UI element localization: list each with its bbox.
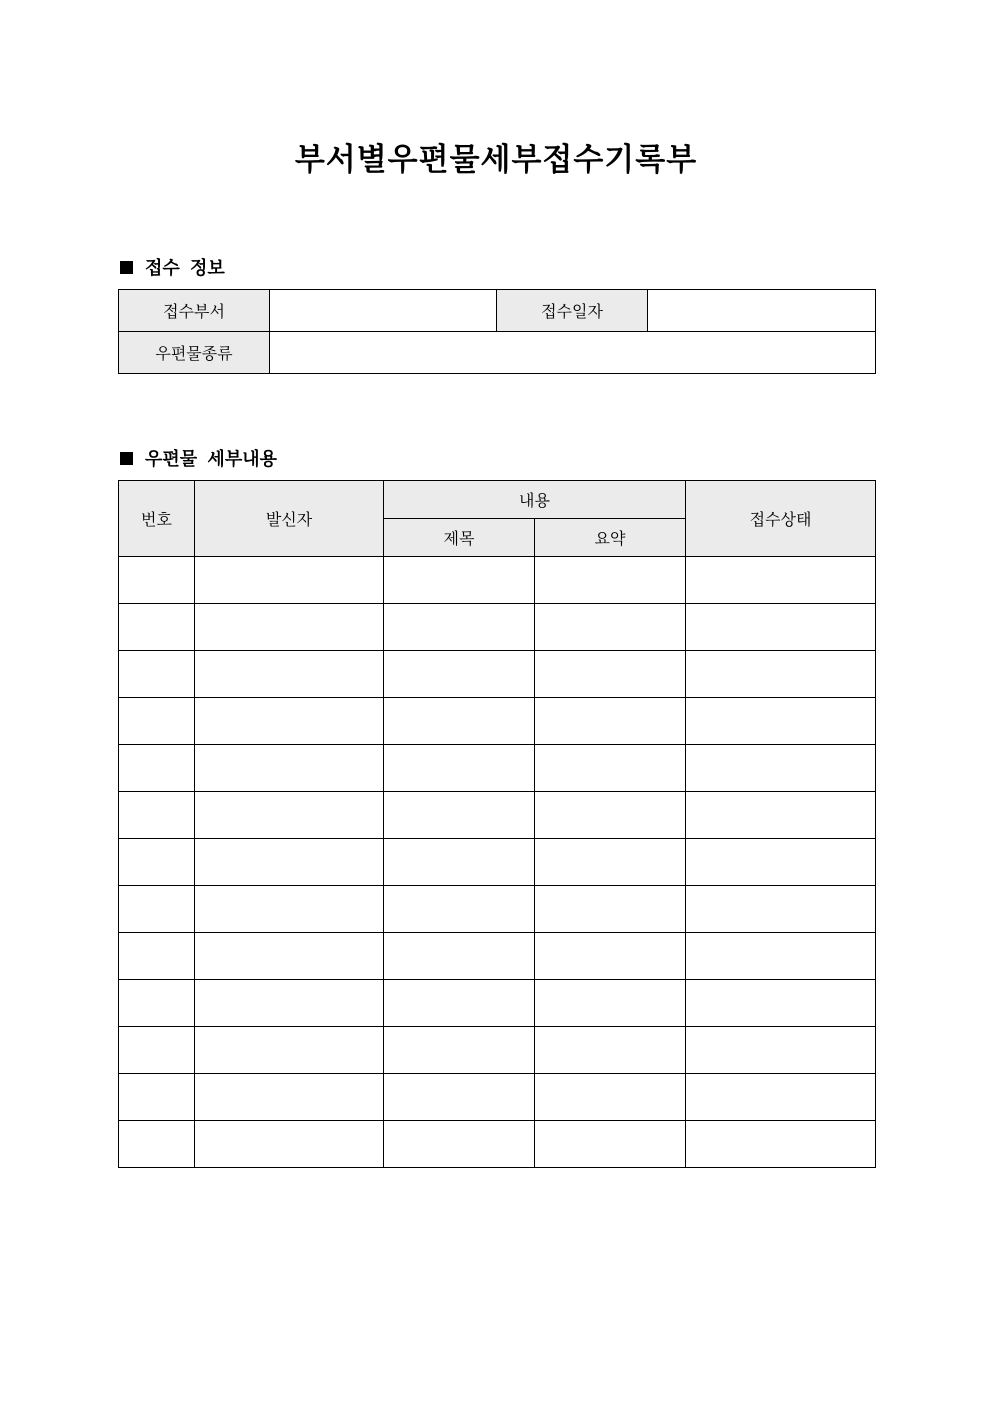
table-row <box>119 745 876 792</box>
subject-cell[interactable] <box>384 604 535 651</box>
date-field[interactable] <box>648 290 876 332</box>
subject-cell[interactable] <box>384 651 535 698</box>
summary-cell[interactable] <box>535 1121 686 1168</box>
subject-cell[interactable] <box>384 839 535 886</box>
number-cell[interactable] <box>119 745 195 792</box>
page-title: 부서별우편물세부접수기록부 <box>294 142 698 178</box>
sender-cell[interactable] <box>195 604 384 651</box>
number-cell[interactable] <box>119 886 195 933</box>
summary-cell[interactable] <box>535 839 686 886</box>
table-row <box>119 604 876 651</box>
status-cell[interactable] <box>686 557 876 604</box>
subject-cell[interactable] <box>384 1027 535 1074</box>
status-cell[interactable] <box>686 1027 876 1074</box>
header-sender: 발신자 <box>195 481 384 557</box>
number-cell[interactable] <box>119 792 195 839</box>
sender-cell[interactable] <box>195 839 384 886</box>
sender-cell[interactable] <box>195 933 384 980</box>
table-row <box>119 933 876 980</box>
sender-cell[interactable] <box>195 745 384 792</box>
table-row <box>119 698 876 745</box>
status-cell[interactable] <box>686 745 876 792</box>
summary-cell[interactable] <box>535 604 686 651</box>
status-cell[interactable] <box>686 933 876 980</box>
subject-cell[interactable] <box>384 557 535 604</box>
header-status: 접수상태 <box>686 481 876 557</box>
subject-cell[interactable] <box>384 1121 535 1168</box>
status-cell[interactable] <box>686 698 876 745</box>
header-content: 내용 <box>384 481 686 519</box>
mail-type-label: 우편물종류 <box>119 332 270 374</box>
status-cell[interactable] <box>686 651 876 698</box>
number-cell[interactable] <box>119 1121 195 1168</box>
table-row <box>119 1074 876 1121</box>
section-heading-label: 우편물 세부내용 <box>145 449 277 470</box>
number-cell[interactable] <box>119 557 195 604</box>
table-row <box>119 1027 876 1074</box>
dept-field[interactable] <box>270 290 497 332</box>
header-subject: 제목 <box>384 519 535 557</box>
summary-cell[interactable] <box>535 651 686 698</box>
table-row <box>119 980 876 1027</box>
subject-cell[interactable] <box>384 980 535 1027</box>
square-bullet-icon <box>120 261 133 274</box>
sender-cell[interactable] <box>195 557 384 604</box>
section-heading-label: 접수 정보 <box>145 258 225 279</box>
summary-cell[interactable] <box>535 745 686 792</box>
subject-cell[interactable] <box>384 1074 535 1121</box>
sender-cell[interactable] <box>195 651 384 698</box>
sender-cell[interactable] <box>195 698 384 745</box>
status-cell[interactable] <box>686 1074 876 1121</box>
summary-cell[interactable] <box>535 1027 686 1074</box>
date-label: 접수일자 <box>497 290 648 332</box>
table-row <box>119 557 876 604</box>
summary-cell[interactable] <box>535 557 686 604</box>
status-cell[interactable] <box>686 839 876 886</box>
mail-type-field[interactable] <box>270 332 876 374</box>
number-cell[interactable] <box>119 933 195 980</box>
receipt-info-table <box>118 289 876 374</box>
summary-cell[interactable] <box>535 792 686 839</box>
mail-detail-table <box>118 480 876 1168</box>
header-summary: 요약 <box>535 519 686 557</box>
status-cell[interactable] <box>686 1121 876 1168</box>
sender-cell[interactable] <box>195 792 384 839</box>
number-cell[interactable] <box>119 1074 195 1121</box>
status-cell[interactable] <box>686 792 876 839</box>
summary-cell[interactable] <box>535 1074 686 1121</box>
sender-cell[interactable] <box>195 886 384 933</box>
summary-cell[interactable] <box>535 698 686 745</box>
number-cell[interactable] <box>119 604 195 651</box>
dept-label: 접수부서 <box>119 290 270 332</box>
sender-cell[interactable] <box>195 980 384 1027</box>
section-heading-mail-detail <box>120 445 277 471</box>
number-cell[interactable] <box>119 980 195 1027</box>
number-cell[interactable] <box>119 698 195 745</box>
status-cell[interactable] <box>686 604 876 651</box>
table-row <box>119 651 876 698</box>
header-number: 번호 <box>119 481 195 557</box>
square-bullet-icon <box>120 452 133 465</box>
subject-cell[interactable] <box>384 933 535 980</box>
section-heading-receipt-info <box>120 254 225 280</box>
sender-cell[interactable] <box>195 1121 384 1168</box>
number-cell[interactable] <box>119 1027 195 1074</box>
subject-cell[interactable] <box>384 886 535 933</box>
table-row <box>119 839 876 886</box>
number-cell[interactable] <box>119 839 195 886</box>
sender-cell[interactable] <box>195 1027 384 1074</box>
summary-cell[interactable] <box>535 933 686 980</box>
sender-cell[interactable] <box>195 1074 384 1121</box>
status-cell[interactable] <box>686 886 876 933</box>
subject-cell[interactable] <box>384 745 535 792</box>
number-cell[interactable] <box>119 651 195 698</box>
subject-cell[interactable] <box>384 792 535 839</box>
status-cell[interactable] <box>686 980 876 1027</box>
table-row <box>119 1121 876 1168</box>
summary-cell[interactable] <box>535 980 686 1027</box>
summary-cell[interactable] <box>535 886 686 933</box>
subject-cell[interactable] <box>384 698 535 745</box>
table-row <box>119 792 876 839</box>
table-row <box>119 886 876 933</box>
